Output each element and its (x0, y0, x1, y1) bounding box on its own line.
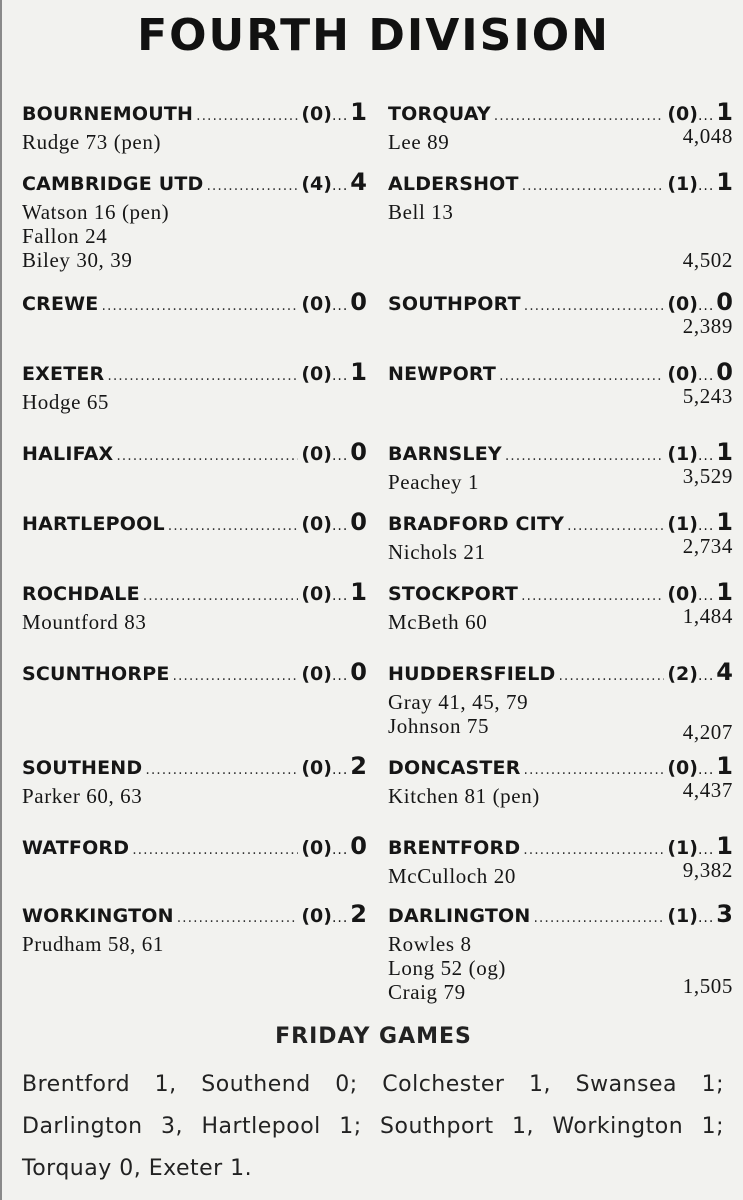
goal-scorer: Biley 30, 39 (22, 248, 133, 272)
goal-scorer: Gray 41, 45, 79 (388, 690, 529, 714)
home-team-entry (22, 578, 367, 634)
team-score-line (388, 358, 733, 390)
team-score-line (22, 752, 367, 784)
team-name: SOUTHPORT (388, 293, 521, 315)
half-time-score: (4) (301, 173, 332, 195)
score-separator: ... (331, 178, 349, 194)
half-time-score: (0) (301, 363, 332, 385)
attendance: 4,207 (682, 720, 733, 744)
team-name: HUDDERSFIELD (388, 663, 556, 685)
friday-games-heading: FRIDAY GAMES (275, 1024, 472, 1049)
team-score-line (22, 900, 367, 932)
full-time-score: 0 (350, 508, 367, 536)
full-time-score: 0 (716, 288, 733, 316)
goal-scorer: Rowles 8 (388, 932, 472, 956)
attendance: 5,243 (682, 384, 733, 408)
goal-scorer: Craig 79 (388, 980, 466, 1004)
half-time-score: (0) (667, 583, 698, 605)
full-time-score: 1 (716, 578, 733, 606)
full-time-score: 2 (350, 900, 367, 928)
team-score-line (22, 832, 367, 864)
half-time-score: (2) (667, 663, 698, 685)
away-team-entry (388, 900, 733, 1004)
half-time-score: (0) (301, 293, 332, 315)
leader-dots (499, 362, 664, 390)
away-team-entry (388, 832, 733, 888)
goal-scorer: Mountford 83 (22, 610, 147, 634)
goal-scorer: Kitchen 81 (pen) (388, 784, 540, 808)
attendance: 1,484 (682, 604, 733, 628)
goal-scorer: Bell 13 (388, 200, 454, 224)
leader-dots (533, 904, 664, 932)
attendance: 3,529 (682, 464, 733, 488)
leader-dots (132, 836, 298, 864)
score-separator: ... (697, 518, 715, 534)
half-time-score: (0) (301, 663, 332, 685)
leader-dots (524, 756, 665, 784)
away-team-entry (388, 578, 733, 634)
team-name: ROCHDALE (22, 583, 140, 605)
full-time-score: 3 (716, 900, 733, 928)
score-separator: ... (331, 910, 349, 926)
leader-dots (494, 102, 665, 130)
home-team-entry (22, 288, 367, 320)
team-score-line (388, 832, 733, 864)
leader-dots (107, 362, 298, 390)
team-name: WORKINGTON (22, 905, 174, 927)
friday-games-results: Brentford 1, Southend 0; Colchester 1, Swansea 1; Darlington 3, Hartlepool 1; Southport 1, Workington 1; Torquay 0, Exeter 1. (22, 1072, 724, 1181)
half-time-score: (0) (301, 905, 332, 927)
team-score-line (22, 508, 367, 540)
score-separator: ... (697, 842, 715, 858)
leader-dots (143, 582, 299, 610)
full-time-score: 1 (716, 508, 733, 536)
attendance: 9,382 (682, 858, 733, 882)
full-time-score: 1 (350, 578, 367, 606)
full-time-score: 0 (350, 288, 367, 316)
full-time-score: 1 (716, 438, 733, 466)
half-time-score: (0) (667, 293, 698, 315)
away-team-entry (388, 358, 733, 408)
attendance: 4,502 (682, 248, 733, 272)
team-name: DARLINGTON (388, 905, 531, 927)
half-time-score: (1) (667, 905, 698, 927)
goal-scorer: Nichols 21 (388, 540, 486, 564)
team-score-line (22, 658, 367, 690)
leader-dots (522, 172, 665, 200)
team-score-line (388, 438, 733, 470)
full-time-score: 0 (350, 658, 367, 686)
score-separator: ... (697, 298, 715, 314)
goal-scorer: McCulloch 20 (388, 864, 516, 888)
team-name: BRADFORD CITY (388, 513, 565, 535)
full-time-score: 1 (716, 98, 733, 126)
goal-scorer: Prudham 58, 61 (22, 932, 164, 956)
team-name: HALIFAX (22, 443, 114, 465)
away-team-entry (388, 438, 733, 494)
score-separator: ... (331, 108, 349, 124)
full-time-score: 1 (716, 168, 733, 196)
full-time-score: 1 (350, 358, 367, 386)
half-time-score: (0) (301, 103, 332, 125)
full-time-score: 1 (716, 752, 733, 780)
home-team-entry (22, 900, 367, 956)
leader-dots (521, 582, 664, 610)
leader-dots (168, 512, 299, 540)
score-separator: ... (697, 368, 715, 384)
full-time-score: 0 (350, 832, 367, 860)
home-team-entry (22, 98, 367, 154)
goal-scorer: Long 52 (og) (388, 956, 507, 980)
home-team-entry (22, 752, 367, 808)
leader-dots (196, 102, 298, 130)
attendance: 4,048 (682, 124, 733, 148)
attendance: 1,505 (682, 974, 733, 998)
goal-scorer: Parker 60, 63 (22, 784, 143, 808)
leader-dots (145, 756, 298, 784)
team-score-line (22, 168, 367, 200)
team-name: CREWE (22, 293, 99, 315)
goal-scorer: Johnson 75 (388, 714, 490, 738)
leader-dots (177, 904, 299, 932)
team-score-line (388, 752, 733, 784)
score-separator: ... (331, 368, 349, 384)
score-separator: ... (331, 842, 349, 858)
home-team-entry (22, 438, 367, 470)
full-time-score: 0 (716, 358, 733, 386)
away-team-entry (388, 98, 733, 154)
score-separator: ... (331, 762, 349, 778)
team-name: SOUTHEND (22, 757, 143, 779)
half-time-score: (1) (667, 173, 698, 195)
team-name: DONCASTER (388, 757, 521, 779)
team-name: WATFORD (22, 837, 130, 859)
score-separator: ... (697, 178, 715, 194)
team-name: EXETER (22, 363, 105, 385)
team-score-line (388, 578, 733, 610)
away-team-entry (388, 168, 733, 272)
attendance: 2,389 (682, 314, 733, 338)
goal-scorer: Hodge 65 (22, 390, 110, 414)
score-separator: ... (697, 762, 715, 778)
full-time-score: 1 (350, 98, 367, 126)
score-separator: ... (697, 448, 715, 464)
full-time-score: 0 (350, 438, 367, 466)
score-separator: ... (697, 910, 715, 926)
team-score-line (22, 358, 367, 390)
goal-scorer: Lee 89 (388, 130, 450, 154)
team-score-line (388, 98, 733, 130)
attendance: 4,437 (682, 778, 733, 802)
team-name: HARTLEPOOL (22, 513, 165, 535)
half-time-score: (0) (667, 757, 698, 779)
team-score-line (388, 508, 733, 540)
leader-dots (558, 662, 664, 690)
full-time-score: 1 (716, 832, 733, 860)
home-team-entry (22, 658, 367, 690)
home-team-entry (22, 508, 367, 540)
half-time-score: (0) (301, 757, 332, 779)
full-time-score: 4 (716, 658, 733, 686)
half-time-score: (1) (667, 513, 698, 535)
leader-dots (505, 442, 664, 470)
team-score-line (388, 168, 733, 200)
half-time-score: (0) (667, 103, 698, 125)
leader-dots (102, 292, 299, 320)
score-separator: ... (697, 108, 715, 124)
leader-dots (206, 172, 298, 200)
full-time-score: 2 (350, 752, 367, 780)
team-name: BARNSLEY (388, 443, 502, 465)
half-time-score: (0) (667, 363, 698, 385)
team-name: TORQUAY (388, 103, 491, 125)
full-time-score: 4 (350, 168, 367, 196)
score-separator: ... (697, 588, 715, 604)
goal-scorer: Fallon 24 (22, 224, 108, 248)
team-name: STOCKPORT (388, 583, 519, 605)
half-time-score: (1) (667, 443, 698, 465)
leader-dots (173, 662, 299, 690)
team-name: NEWPORT (388, 363, 497, 385)
leader-dots (116, 442, 298, 470)
leader-dots (524, 292, 665, 320)
away-team-entry (388, 752, 733, 808)
score-separator: ... (331, 668, 349, 684)
half-time-score: (0) (301, 513, 332, 535)
score-separator: ... (331, 588, 349, 604)
half-time-score: (1) (667, 837, 698, 859)
team-score-line (22, 98, 367, 130)
division-title: FOURTH DIVISION (137, 10, 610, 61)
goal-scorer: Watson 16 (pen) (22, 200, 170, 224)
leader-dots (567, 512, 664, 540)
half-time-score: (0) (301, 837, 332, 859)
half-time-score: (0) (301, 443, 332, 465)
half-time-score: (0) (301, 583, 332, 605)
away-team-entry (388, 508, 733, 564)
attendance: 2,734 (682, 534, 733, 558)
score-separator: ... (331, 518, 349, 534)
away-team-entry (388, 288, 733, 338)
team-score-line (388, 288, 733, 320)
home-team-entry (22, 832, 367, 864)
goal-scorer: Peachey 1 (388, 470, 480, 494)
leader-dots (523, 836, 664, 864)
score-separator: ... (331, 298, 349, 314)
goal-scorer: Rudge 73 (pen) (22, 130, 162, 154)
score-separator: ... (331, 448, 349, 464)
team-name: ALDERSHOT (388, 173, 519, 195)
team-score-line (388, 658, 733, 690)
goal-scorer: McBeth 60 (388, 610, 488, 634)
team-name: BRENTFORD (388, 837, 521, 859)
team-name: BOURNEMOUTH (22, 103, 194, 125)
score-separator: ... (697, 668, 715, 684)
team-score-line (22, 288, 367, 320)
team-score-line (22, 578, 367, 610)
home-team-entry (22, 358, 367, 414)
team-name: CAMBRIDGE UTD (22, 173, 204, 195)
team-name: SCUNTHORPE (22, 663, 170, 685)
away-team-entry (388, 658, 733, 744)
team-score-line (388, 900, 733, 932)
team-score-line (22, 438, 367, 470)
home-team-entry (22, 168, 367, 272)
